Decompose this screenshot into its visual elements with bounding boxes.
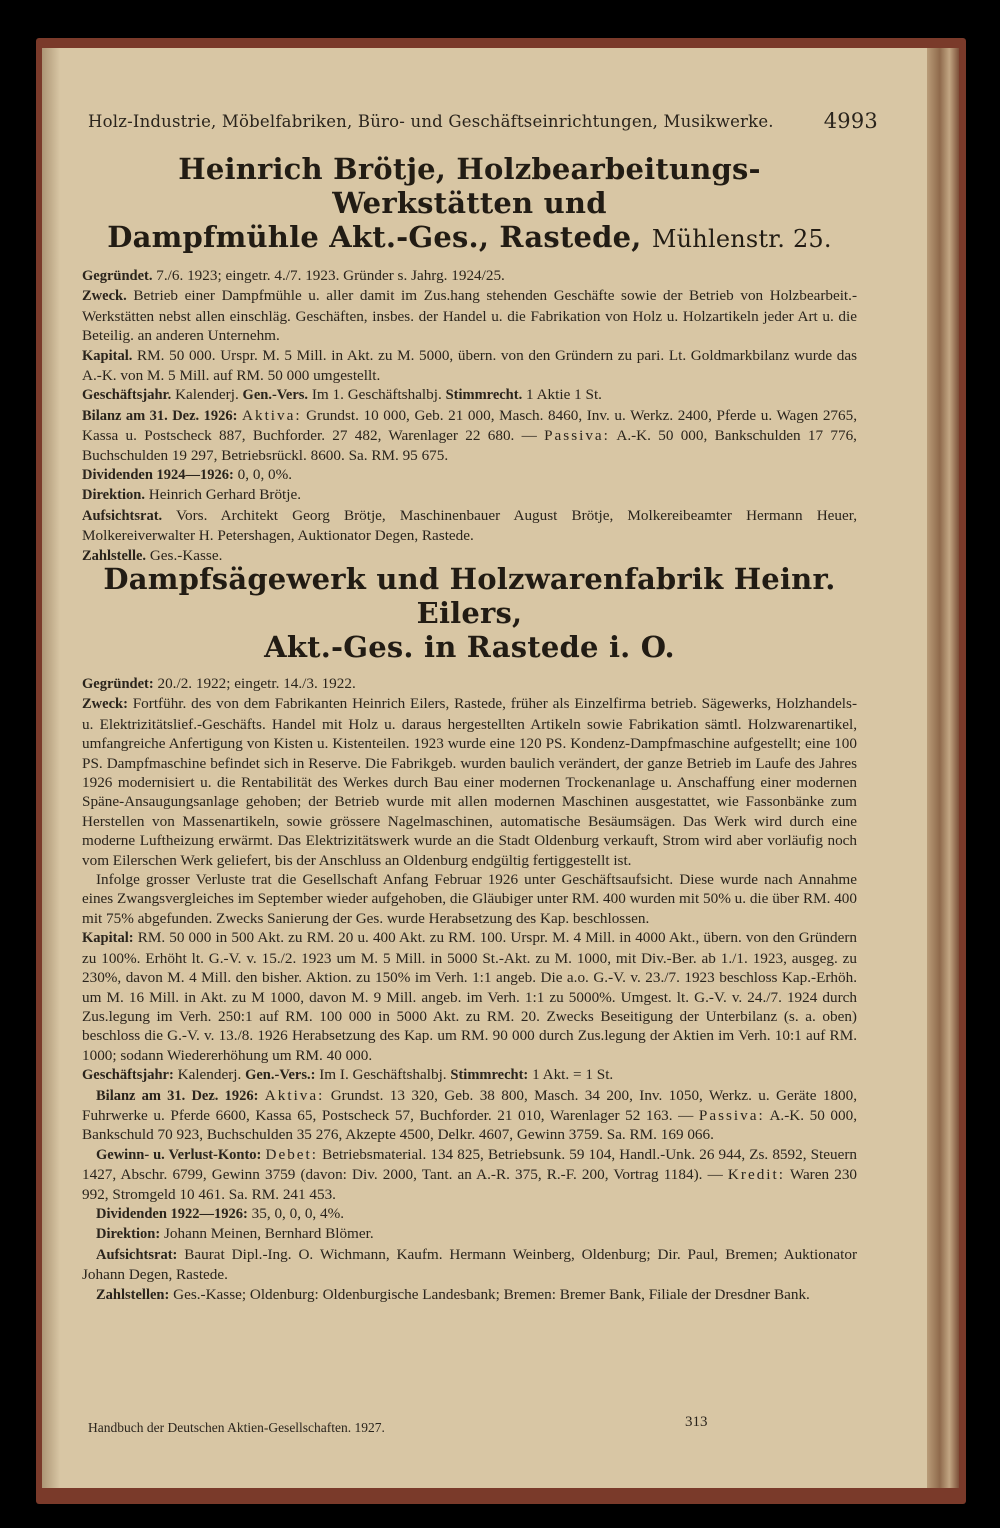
- entry-direktion: Direktion: Johann Meinen, Bernhard Blömer.: [96, 1225, 374, 1243]
- page-number: 4993: [823, 109, 878, 133]
- entry-zweck: Zweck: Fortführ. des von dem Fabrikanten Heinrich Eilers, Rastede, früher als Einzelfirma betrieb. Sägewerks, Holzhandels- u. Elektrizitätslief.-Geschäfts. Handel mit Holz u. daraus hergestellten Artikeln sowie Fabrikation sämtl. Holzwarenartikel, umfangreiche Anfertigung von Kisten u. Kistenteilen. 1923 wurde eine 120 PS. Kondenz-Dampfmaschine aufgestellt; eine 100 PS. Dampfmaschine befindet sich in Reserve. Die Fabrikgeb. wurden baulich verändert, der ganze Betrieb im Laufe des Jahres 1926 modernisiert u. die Rentabilität des Werkes durch Bau einer modernen Trockenanlage u. Anschaffung einer modernen Späne-Ansaugungsanlage gehoben; der Betrieb wurde mit allen modernen Maschinen ausgestattet, wie Fassonbänke zum Herstellen von Massenartikeln, sowie grössere Nagelmaschinen, automatische Besäumsägen. Das Werk wird durch eine moderne Luftheizung erwärmt. Das Elektrizitätswerk wurde an die Stadt Oldenburg verkauft, Strom wird aber vorläufig noch vom Eilerschen Werk geliefert, bis der Anschluss an Oldenburg endgültig fertiggestellt ist.: [82, 695, 857, 869]
- company-title-line1: Heinrich Brötje, Holzbearbeitungs-Werkstätten und: [178, 152, 761, 220]
- signature-mark: 313: [685, 1414, 708, 1430]
- entry-zahlstellen: Zahlstellen: Ges.-Kasse; Oldenburg: Oldenburgische Landesbank; Bremen: Bremer Bank, Filiale der Dresdner Bank.: [96, 1285, 810, 1303]
- entry-aufsichtsrat: Aufsichtsrat: Baurat Dipl.-Ing. O. Wichmann, Kaufm. Hermann Weinberg, Oldenburg; Dir. Paul, Bremen; Auktionator Johann Degen, Rastede.: [82, 1245, 858, 1284]
- entry-gegruendet: Gegründet: 20./2. 1922; eingetr. 14./3. 1922.: [82, 675, 356, 692]
- footer-imprint: Handbuch der Deutschen Aktien-Gesellschaften. 1927.: [88, 1420, 385, 1435]
- entry-dividenden: Dividenden 1922—1926: 35, 0, 0, 0, 4%.: [96, 1204, 345, 1222]
- company-entry-broetje: [82, 152, 857, 566]
- gutter-shadow: [42, 48, 60, 1488]
- entry-bilanz: Bilanz am 31. Dez. 1926: Aktiva: Grundst. 10 000, Geb. 21 000, Masch. 8460, Inv. u. Werkz. 2400, Pferde u. Wagen 2765, Kassa u. Postscheck 887, Buchforder. 27 482, Warenlager 22 680. — Passiva: A.-K. 50 000, Bankschulden 17 776, Buchschulden 19 297, Betriebsrückl. 8600. Sa. RM. 95 675.: [82, 406, 857, 464]
- company-title-line1: Dampfsägewerk und Holzwarenfabrik Heinr. Eilers,: [103, 562, 836, 630]
- entry-aufsichtsrat: Aufsichtsrat. Vors. Architekt Georg Brötje, Maschinenbauer August Brötje, Molkereibeamter Hermann Heuer, Molkereiverwalter H. Petershagen, Auktionator Degen, Rastede.: [82, 506, 857, 545]
- entry-bilanz: Bilanz am 31. Dez. 1926: Aktiva: Grundst. 13 320, Geb. 38 800, Masch. 34 200, Inv. 1050, Werkz. u. Geräte 1800, Fuhrwerke u. Pferde 6600, Kassa 65, Postscheck 57, Buchforder. 21 010, Warenlager 52 163. — Passiva: A.-K. 50 000, Bankschuld 70 923, Buchschulden 35 276, Akzepte 4500, Delkr. 4607, Gewinn 3759. Sa. RM. 169 066.: [82, 1086, 858, 1144]
- entry-gegruendet: Gegründet. 7./6. 1923; eingetr. 4./7. 1923. Gründer s. Jahrg. 1924/25.: [82, 267, 505, 284]
- entry-kapital: Kapital. RM. 50 000. Urspr. M. 5 Mill. in Akt. zu M. 5000, übern. von den Gründern zu pari. Lt. Goldmarkbilanz wurde das A.-K. von M. 5 Mill. auf RM. 50 000 umgestellt.: [82, 346, 858, 385]
- running-title: Holz-Industrie, Möbelfabriken, Büro- und Geschäftseinrichtungen, Musikwerke.: [88, 112, 774, 131]
- entry-zahlstelle: Zahlstelle. Ges.-Kasse.: [82, 546, 223, 564]
- company-title: [82, 562, 857, 664]
- company-entry-eilers: [82, 562, 857, 1305]
- entry-geschaeftsjahr: Geschäftsjahr: Kalenderj. Gen.-Vers.: Im I. Geschäftshalbj. Stimmrecht: 1 Akt. = 1 St.: [82, 1066, 614, 1084]
- entry-kapital: Kapital: RM. 50 000 in 500 Akt. zu RM. 20 u. 400 Akt. zu RM. 100. Urspr. M. 4 Mill. in 4000 Akt., übern. von den Gründern zu 100%. Erhöht lt. G.-V. v. 15./2. 1923 um M. 5 Mill. in 5000 St.-Akt. zu M. 1000, mit Div.-Ber. ab 1./1. 1923, ausgeg. zu 230%, davon M. 4 Mill. den bisher. Aktion. zu 150% im Verh. 1:1 angeb. Die a.o. G.-V. v. 23./7. 1923 beschloss Kap.-Erhöh. um M. 16 Mill. in Akt. zu M 1000, davon M. 9 Mill. angeb. im Verh. 1:1 zu 5000%. Umgest. lt. G.-V. v. 24./7. 1924 durch Zus.legung im Verh. 250:1 auf RM. 100 000 in 5000 Akt. zu RM. 20. Zwecks Beseitigung der Unterbilanz (s. a. oben) beschloss die G.-V. v. 13./8. 1926 Herabsetzung des Kap. um RM. 90 000 durch Zus.legung der Aktien im Verh. 10:1 auf RM. 1000; sodann Wiedererhöhung um RM. 40 000.: [82, 929, 857, 1064]
- running-header: [88, 109, 878, 133]
- page-stack-edge: [927, 48, 959, 1488]
- company-title: [82, 152, 857, 256]
- entry-gewinn-verlust: Gewinn- u. Verlust-Konto: Debet: Betriebsmaterial. 134 825, Betriebsunk. 59 104, Handl.-Unk. 26 944, Zs. 8592, Steuern 1427, Abschr. 6799, Gewinn 3759 (davon: Div. 2000, Tant. an A.-R. 375, R.-F. 200, Vortrag 1184). — Kredit: Waren 230 992, Stromgeld 10 461. Sa. RM. 241 453.: [82, 1145, 858, 1203]
- entry-zweck-continued: Infolge grosser Verluste trat die Gesellschaft Anfang Februar 1926 unter Geschäftsaufsicht. Diese wurde nach Annahme eines Zwangsvergleiches im September wieder aufgehoben, die Gläubiger unter RM. 400 wurden mit 50% u. die über RM. 400 mit 75% abgefunden. Zwecks Sanierung der Ges. wurde Herabsetzung des Kap. beschlossen.: [82, 871, 857, 927]
- company-address: Mühlenstr. 25.: [651, 225, 832, 253]
- entry-geschaeftsjahr: Geschäftsjahr. Kalenderj. Gen.-Vers. Im 1. Geschäftshalbj. Stimmrecht. 1 Aktie 1 St.: [82, 386, 602, 404]
- entry-zweck: Zweck. Betrieb einer Dampfmühle u. aller damit im Zus.hang stehenden Geschäfte sowie der Betrieb von Holzbearbeit.-Werkstätten nebst allen einschläg. Geschäften, insbes. der Handel u. die Fabrikation von Holz u. Holzartikeln jeder Art u. die Beteilig. an anderen Unternehm.: [82, 287, 858, 345]
- entry-direktion: Direktion. Heinrich Gerhard Brötje.: [82, 486, 302, 504]
- company-title-line2: Dampfmühle Akt.-Ges., Rastede, Mühlenstr. 25.: [107, 220, 832, 254]
- company-title-line2: Akt.-Ges. in Rastede i. O.: [264, 630, 675, 664]
- book-page: [42, 48, 927, 1488]
- entry-dividenden: Dividenden 1924—1926: 0, 0, 0%.: [82, 466, 293, 484]
